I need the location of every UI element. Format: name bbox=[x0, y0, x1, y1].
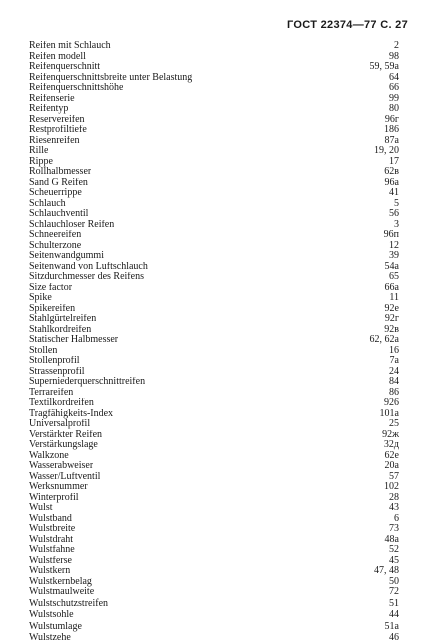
page-header: ГОСТ 22374—77 С. 27 bbox=[287, 19, 408, 31]
index-reference: 96г bbox=[384, 113, 399, 125]
term-index-list bbox=[29, 41, 399, 644]
index-term: Statischer Halbmesser bbox=[29, 335, 119, 345]
index-term: Seitenwandgummi bbox=[29, 251, 104, 261]
index-reference: 5 bbox=[394, 197, 399, 209]
index-entry bbox=[29, 230, 399, 241]
index-reference: 80 bbox=[389, 103, 399, 114]
index-term: Reifen mit Schlauch bbox=[29, 41, 111, 51]
index-term: Strassenprofil bbox=[29, 366, 85, 377]
index-reference: 50 bbox=[389, 575, 399, 587]
index-reference: 59, 59a bbox=[369, 61, 399, 72]
index-reference: 41 bbox=[389, 187, 399, 198]
index-reference: 47, 48 bbox=[374, 565, 399, 576]
index-term: Wulstumlage bbox=[29, 620, 82, 632]
index-term: Verstärkungslage bbox=[29, 440, 98, 450]
index-term: Wulstzehe bbox=[29, 632, 71, 644]
index-reference: 62в bbox=[384, 166, 399, 177]
index-reference: 56 bbox=[389, 208, 399, 219]
index-reference: 52 bbox=[389, 544, 399, 555]
index-entry bbox=[29, 115, 399, 126]
index-reference: 3 bbox=[394, 218, 399, 230]
index-term: Wasser/Luftventil bbox=[29, 471, 101, 482]
index-reference: 96п bbox=[383, 229, 399, 240]
index-entry bbox=[29, 545, 399, 556]
index-term: Wulstdraht bbox=[29, 534, 74, 545]
index-entry bbox=[29, 62, 399, 73]
index-term: Wulstsohle bbox=[29, 609, 74, 621]
index-term: Rille bbox=[29, 146, 49, 156]
index-entry bbox=[29, 577, 399, 588]
index-reference: 12 bbox=[389, 239, 399, 251]
index-entry bbox=[29, 199, 399, 210]
index-entry bbox=[29, 398, 399, 409]
index-entry bbox=[29, 419, 399, 430]
index-reference: 19, 20 bbox=[374, 145, 399, 156]
index-entry bbox=[29, 388, 399, 399]
index-reference: 64 bbox=[389, 71, 399, 83]
index-entry bbox=[29, 220, 399, 231]
index-entry bbox=[29, 621, 399, 633]
index-entry bbox=[29, 314, 399, 325]
index-term: Reifen modell bbox=[29, 51, 86, 62]
index-reference: 92г bbox=[384, 313, 399, 324]
index-entry bbox=[29, 356, 399, 367]
index-reference: 20a bbox=[384, 460, 399, 471]
index-term: Stollenprofil bbox=[29, 356, 80, 366]
index-term: Schlauchventil bbox=[29, 209, 89, 219]
index-reference: 24 bbox=[389, 365, 399, 377]
index-reference: 51 bbox=[389, 597, 399, 609]
index-reference: 6 bbox=[394, 512, 399, 524]
index-entry bbox=[29, 52, 399, 63]
index-entry bbox=[29, 461, 399, 472]
index-entry bbox=[29, 241, 399, 252]
index-reference: 2 bbox=[394, 40, 399, 51]
index-term: Wulstmaulweite bbox=[29, 587, 95, 597]
index-term: Reifenquerschnitt bbox=[29, 62, 101, 72]
index-term: Reservereifen bbox=[29, 114, 85, 125]
index-entry bbox=[29, 514, 399, 525]
index-term: Wulstschutzstreifen bbox=[29, 597, 109, 609]
index-reference: 96a bbox=[384, 176, 399, 188]
index-entry bbox=[29, 556, 399, 567]
index-term: Reifenquerschnittshöhe bbox=[29, 83, 124, 93]
index-term: Winterprofil bbox=[29, 492, 79, 503]
index-reference: 92e bbox=[384, 302, 399, 314]
index-reference: 66 bbox=[389, 82, 399, 93]
index-term: Schulterzone bbox=[29, 240, 82, 251]
index-entry bbox=[29, 503, 399, 514]
index-term: Tragfähigkeits-Index bbox=[29, 408, 114, 419]
index-term: Walkzone bbox=[29, 450, 69, 461]
index-term: Riesenreifen bbox=[29, 135, 80, 146]
index-term: Spikereifen bbox=[29, 303, 76, 314]
index-term: Stollen bbox=[29, 345, 58, 356]
index-reference: 28 bbox=[389, 491, 399, 503]
index-entry bbox=[29, 304, 399, 315]
index-term: Rippe bbox=[29, 156, 53, 167]
index-term: Restprofiltiefe bbox=[29, 125, 87, 135]
index-term: Size factor bbox=[29, 282, 73, 293]
index-reference: 92в bbox=[384, 323, 399, 335]
index-entry bbox=[29, 524, 399, 535]
index-reference: 45 bbox=[389, 554, 399, 566]
index-reference: 98 bbox=[389, 50, 399, 62]
index-term: Textilkordreifen bbox=[29, 398, 94, 408]
index-entry bbox=[29, 41, 399, 52]
index-entry bbox=[29, 178, 399, 189]
index-entry bbox=[29, 104, 399, 115]
index-entry bbox=[29, 535, 399, 546]
index-entry bbox=[29, 262, 399, 273]
index-entry bbox=[29, 632, 399, 644]
index-term: Schneereifen bbox=[29, 230, 82, 240]
index-entry bbox=[29, 335, 399, 346]
index-reference: 62, 62a bbox=[369, 334, 399, 345]
index-term: Universalprofil bbox=[29, 419, 91, 429]
index-term: Schlauchloser Reifen bbox=[29, 219, 115, 230]
index-entry bbox=[29, 188, 399, 199]
index-term: Wulstkernbelag bbox=[29, 576, 92, 587]
index-entry bbox=[29, 293, 399, 304]
index-entry bbox=[29, 377, 399, 388]
index-reference: 32д bbox=[383, 439, 399, 450]
index-entry bbox=[29, 73, 399, 84]
index-term: Schlauch bbox=[29, 198, 66, 209]
index-reference: 11 bbox=[389, 292, 399, 303]
index-reference: 102 bbox=[384, 481, 399, 492]
index-entry bbox=[29, 94, 399, 105]
index-term: Wulstkern bbox=[29, 566, 71, 576]
index-reference: 186 bbox=[384, 124, 399, 135]
index-reference: 54a bbox=[384, 260, 399, 272]
index-reference: 92ж bbox=[382, 428, 399, 440]
index-reference: 72 bbox=[389, 586, 399, 597]
index-entry bbox=[29, 251, 399, 262]
index-reference: 7a bbox=[389, 355, 399, 366]
index-term: Rollhalbmesser bbox=[29, 167, 92, 177]
index-term: Reifenquerschnittsbreite unter Belastung bbox=[29, 72, 193, 83]
index-reference: 57 bbox=[389, 470, 399, 482]
index-entry bbox=[29, 157, 399, 168]
index-entry bbox=[29, 146, 399, 157]
index-reference: 87a bbox=[384, 134, 399, 146]
index-reference: 926 bbox=[384, 397, 399, 408]
index-entry bbox=[29, 609, 399, 621]
index-term: Terrareifen bbox=[29, 387, 74, 398]
index-term: Superniederquerschnittreifen bbox=[29, 377, 146, 387]
index-entry bbox=[29, 136, 399, 147]
index-term: Sand G Reifen bbox=[29, 177, 88, 188]
index-reference: 65 bbox=[389, 271, 399, 282]
index-reference: 101a bbox=[379, 407, 399, 419]
index-entry bbox=[29, 167, 399, 178]
index-entry bbox=[29, 430, 399, 441]
index-term: Wulstband bbox=[29, 513, 72, 524]
index-reference: 99 bbox=[389, 92, 399, 104]
index-entry bbox=[29, 325, 399, 336]
index-term: Stahlgürtelreifen bbox=[29, 314, 97, 324]
index-entry bbox=[29, 409, 399, 420]
index-entry bbox=[29, 472, 399, 483]
index-reference: 84 bbox=[389, 376, 399, 387]
index-entry bbox=[29, 598, 399, 610]
index-entry bbox=[29, 367, 399, 378]
index-reference: 25 bbox=[389, 418, 399, 429]
index-reference: 16 bbox=[389, 344, 399, 356]
index-term: Wulstbreite bbox=[29, 524, 76, 534]
index-reference: 73 bbox=[389, 523, 399, 534]
index-term: Scheuerrippe bbox=[29, 188, 82, 198]
index-entry bbox=[29, 482, 399, 493]
index-entry bbox=[29, 440, 399, 451]
index-term: Wulst bbox=[29, 503, 53, 513]
index-term: Wulstferse bbox=[29, 555, 72, 566]
index-entry bbox=[29, 587, 399, 598]
index-entry bbox=[29, 346, 399, 357]
index-term: Reifentyp bbox=[29, 104, 69, 114]
index-entry bbox=[29, 125, 399, 136]
index-term: Werksnummer bbox=[29, 482, 88, 492]
index-entry bbox=[29, 451, 399, 462]
index-term: Sitzdurchmesser des Reifens bbox=[29, 272, 144, 282]
index-reference: 86 bbox=[389, 386, 399, 398]
index-term: Seitenwand von Luftschlauch bbox=[29, 261, 148, 272]
index-reference: 39 bbox=[389, 250, 399, 261]
index-reference: 46 bbox=[389, 632, 399, 644]
index-reference: 66a bbox=[384, 281, 399, 293]
index-entry bbox=[29, 283, 399, 294]
index-entry bbox=[29, 493, 399, 504]
index-reference: 44 bbox=[389, 609, 399, 621]
index-reference: 62e bbox=[384, 449, 399, 461]
index-reference: 17 bbox=[389, 155, 399, 167]
index-term: Wasserabweiser bbox=[29, 461, 94, 471]
index-reference: 48a bbox=[384, 533, 399, 545]
index-term: Spike bbox=[29, 293, 52, 303]
index-reference: 43 bbox=[389, 502, 399, 513]
index-entry bbox=[29, 272, 399, 283]
index-reference: 51a bbox=[384, 620, 399, 632]
index-entry bbox=[29, 209, 399, 220]
index-entry bbox=[29, 566, 399, 577]
index-term: Verstärkter Reifen bbox=[29, 429, 103, 440]
index-term: Wulstfahne bbox=[29, 545, 75, 555]
index-entry bbox=[29, 83, 399, 94]
index-term: Reifenserie bbox=[29, 93, 75, 104]
index-term: Stahlkordreifen bbox=[29, 324, 92, 335]
